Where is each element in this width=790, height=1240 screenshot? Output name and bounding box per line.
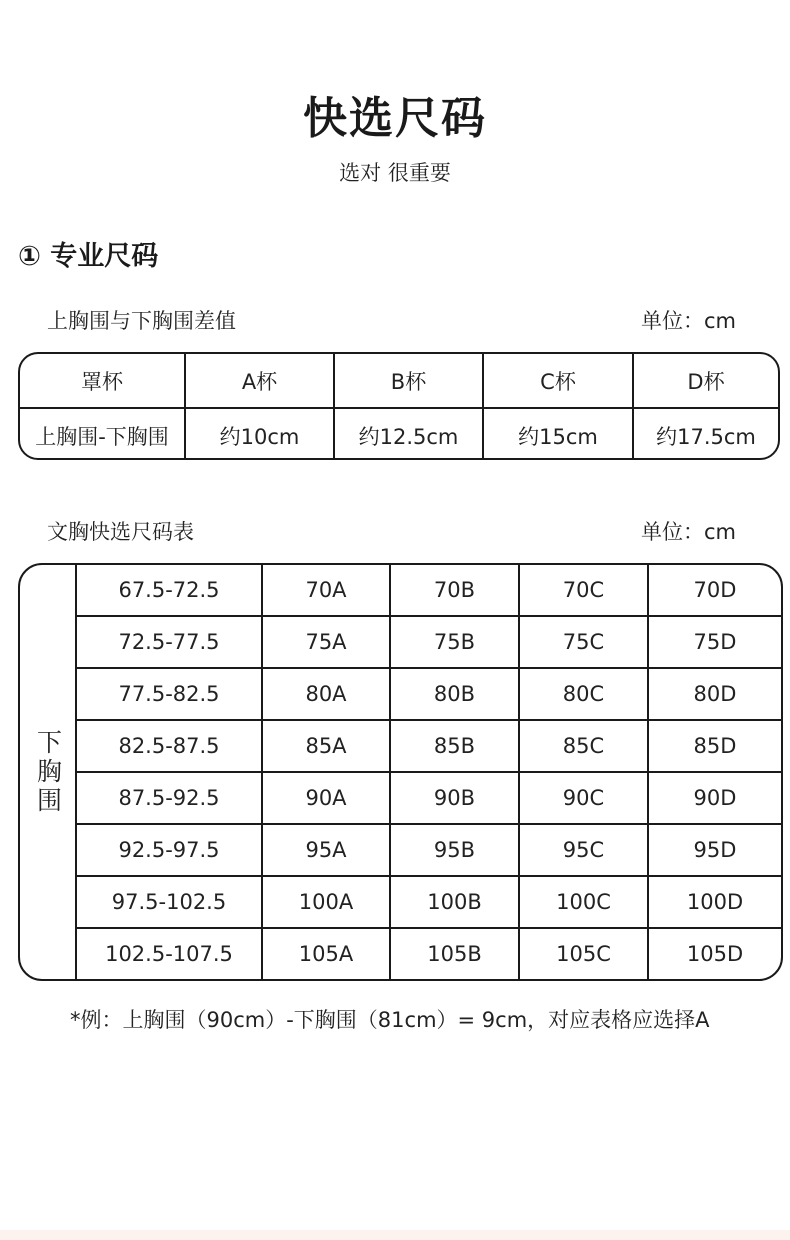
underbust-range-cell: 97.5-102.5 <box>111 890 227 914</box>
underbust-range-cell: 102.5-107.5 <box>105 942 233 966</box>
cup-header-cell: C杯 <box>482 354 632 407</box>
size-cell: 80D <box>647 669 781 719</box>
size-cell: 100A <box>261 877 389 927</box>
size-cell: 105A <box>261 929 389 979</box>
size-row <box>77 565 781 615</box>
size-row <box>77 667 781 719</box>
size-cell: 95A <box>261 825 389 875</box>
cup-difference-table <box>18 352 780 460</box>
size-cell: 95D <box>647 825 781 875</box>
size-table-caption: 文胸快选尺码表 <box>47 520 194 544</box>
size-cell: 70A <box>261 565 389 615</box>
cup-header-cell: A杯 <box>184 354 333 407</box>
size-cell: 70C <box>518 565 647 615</box>
underbust-range-cell: 87.5-92.5 <box>118 786 220 810</box>
size-cell: 100C <box>518 877 647 927</box>
size-table-unit: 单位：cm <box>640 520 736 544</box>
size-cell: 90C <box>518 773 647 823</box>
size-cell: 105D <box>647 929 781 979</box>
size-cell: 85D <box>647 721 781 771</box>
cup-header-cell: 罩杯 <box>81 369 123 394</box>
cup-table-header-row <box>20 354 778 407</box>
size-cell: 80C <box>518 669 647 719</box>
size-row <box>77 719 781 771</box>
size-cell: 95C <box>518 825 647 875</box>
size-cell: 85C <box>518 721 647 771</box>
size-chart-table <box>18 563 783 981</box>
size-cell: 70D <box>647 565 781 615</box>
size-cell: 80B <box>389 669 518 719</box>
size-cell: 75B <box>389 617 518 667</box>
size-cell: 90B <box>389 773 518 823</box>
section-heading: ① 专业尺码 <box>18 241 159 272</box>
size-cell: 85B <box>389 721 518 771</box>
cup-value-cell: 约15cm <box>482 409 632 460</box>
underbust-range-cell: 67.5-72.5 <box>118 578 220 602</box>
underbust-label-text: 下胸围 <box>33 728 63 816</box>
cup-table-unit: 单位：cm <box>640 309 736 333</box>
cup-header-cell: D杯 <box>632 354 778 407</box>
size-cell: 105C <box>518 929 647 979</box>
size-cell: 85A <box>261 721 389 771</box>
size-cell: 95B <box>389 825 518 875</box>
size-cell: 75D <box>647 617 781 667</box>
cup-table-caption: 上胸围与下胸围差值 <box>47 309 236 333</box>
size-chart-body <box>77 565 781 979</box>
underbust-side-label <box>20 565 77 979</box>
size-cell: 75C <box>518 617 647 667</box>
size-cell: 105B <box>389 929 518 979</box>
size-row <box>77 823 781 875</box>
cup-value-cell: 上胸围-下胸围 <box>35 424 169 449</box>
size-cell: 75A <box>261 617 389 667</box>
size-cell: 80A <box>261 669 389 719</box>
cup-value-cell: 约17.5cm <box>632 409 778 460</box>
cup-header-cell: B杯 <box>333 354 482 407</box>
underbust-range-cell: 92.5-97.5 <box>118 838 220 862</box>
cup-table-value-row <box>20 407 778 460</box>
cup-value-cell: 约12.5cm <box>333 409 482 460</box>
underbust-range-cell: 72.5-77.5 <box>118 630 220 654</box>
size-cell: 90A <box>261 773 389 823</box>
size-row <box>77 927 781 979</box>
size-row <box>77 615 781 667</box>
size-row <box>77 875 781 927</box>
cup-value-cell: 约10cm <box>184 409 333 460</box>
bottom-band <box>0 1230 790 1240</box>
size-cell: 70B <box>389 565 518 615</box>
page-subtitle: 选对 很重要 <box>339 161 451 185</box>
page-title: 快选尺码 <box>303 93 487 144</box>
size-cell: 90D <box>647 773 781 823</box>
underbust-range-cell: 77.5-82.5 <box>118 682 220 706</box>
size-row <box>77 771 781 823</box>
size-cell: 100D <box>647 877 781 927</box>
size-cell: 100B <box>389 877 518 927</box>
example-note: *例：上胸围（90cm）-下胸围（81cm）= 9cm，对应表格应选择A <box>70 1008 710 1032</box>
underbust-range-cell: 82.5-87.5 <box>118 734 220 758</box>
